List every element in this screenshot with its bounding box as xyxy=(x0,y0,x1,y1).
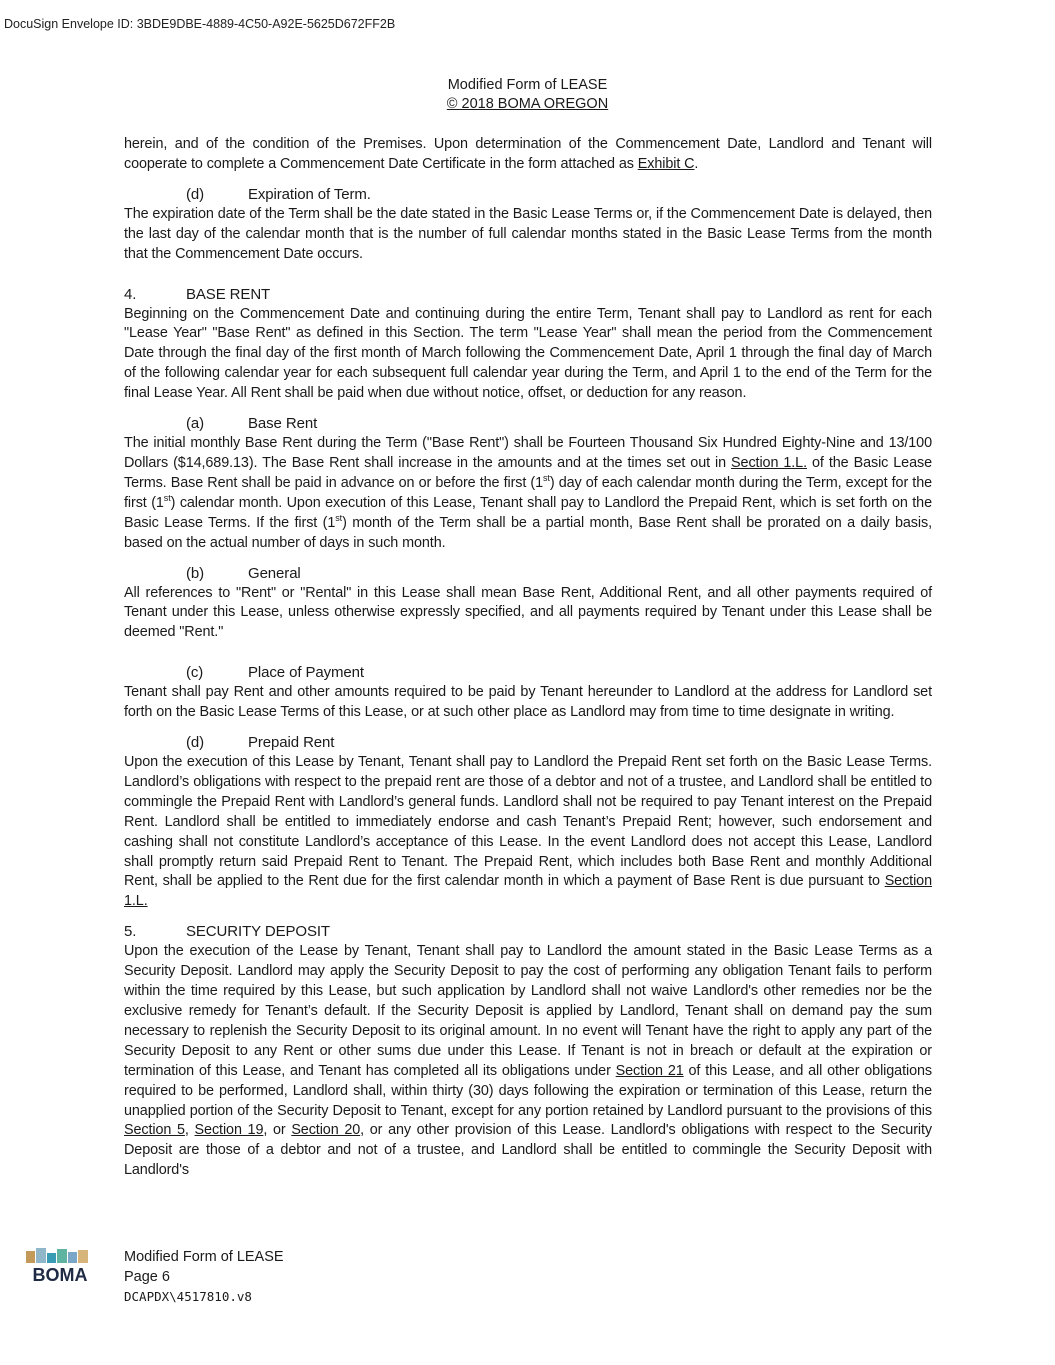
section-4-title: BASE RENT xyxy=(186,285,271,303)
section-4c-heading xyxy=(124,663,932,683)
docusign-envelope-id: DocuSign Envelope ID: 3BDE9DBE-4889-4C50-A92E-5625D672FF2B xyxy=(4,17,396,31)
section-5-number: 5. xyxy=(124,923,137,941)
logo-block xyxy=(36,1248,46,1263)
section-4a-paragraph xyxy=(124,434,932,553)
logo-block xyxy=(78,1250,88,1263)
section-4c-label: (c) xyxy=(186,664,204,682)
page-number: Page 6 xyxy=(124,1269,170,1285)
section-4b-heading xyxy=(124,564,932,584)
section-4b-paragraph: All references to "Rent" or "Rental" in this Lease shall mean Base Rent, Additional Rent, and all other payments required of Tenant under this Lease, unless otherwise expressly specified, and all payments required by Tenant under this Lease shall be deemed "Rent." xyxy=(124,584,932,641)
separator: , or xyxy=(263,1122,292,1139)
boma-logo xyxy=(24,1247,98,1289)
header-copyright: © 2018 BOMA OREGON xyxy=(446,96,609,112)
section-4a-text-5: ) month of the Term shall be a partial month, Base Rent shall be prorated on a daily basis, based on the actual number of days in such month. xyxy=(124,514,932,551)
section-5-link[interactable]: Section 5 xyxy=(124,1122,185,1139)
section-4-heading xyxy=(124,285,932,305)
logo-text: BOMA xyxy=(32,1265,88,1285)
section-5-heading xyxy=(124,922,932,942)
logo-block xyxy=(68,1252,77,1263)
section-4a-text-2: of the Basic Lease Terms. Base Rent shall be paid in advance on or before the first (1 xyxy=(124,454,932,491)
logo-block xyxy=(47,1253,56,1263)
section-1l-link[interactable]: Section 1.L. xyxy=(124,873,932,910)
section-5-text-2: of this Lease, and all other obligations required to be performed, Landlord shall, within thirty (30) days following the expiration or termination of this Lease, return the unapplied portion of the Security Deposit to Tenant, except for any portion retained by Landlord pursuant to the provisions of this xyxy=(124,1062,932,1119)
section-4d-heading xyxy=(124,733,932,753)
section-4c-title: Place of Payment xyxy=(248,664,364,682)
section-19-link[interactable]: Section 19 xyxy=(194,1122,264,1139)
section-4c-paragraph: Tenant shall pay Rent and other amounts required to be paid by Tenant hereunder to Landlord at the address for Landlord set forth on the Basic Lease Terms of this Lease, or at such other place as Landlord may from time to time designate in writing. xyxy=(124,684,932,721)
intro-text: herein, and of the condition of the Premises. Upon determination of the Commencement Date, Landlord and Tenant will cooperate to complete a Commencement Date Certificate in the form attached as xyxy=(124,136,932,172)
section-3d-title: Expiration of Term. xyxy=(248,185,371,203)
section-4d-title: Prepaid Rent xyxy=(248,734,335,752)
section-3d-heading xyxy=(124,185,932,205)
document-body xyxy=(124,135,932,1181)
section-4a-text-3: ) day of each calendar month during the Term, except for the first (1 xyxy=(124,474,932,511)
section-3d-paragraph: The expiration date of the Term shall be the date stated in the Basic Lease Terms or, if the Commencement Date is delayed, then the last day of the calendar month that is the number of full calendar months stated in the Basic Lease Terms from the month that the Commencement Date occurs. xyxy=(124,205,932,262)
intro-end: . xyxy=(694,155,699,172)
section-20-link[interactable]: Section 20 xyxy=(291,1122,361,1139)
logo-block xyxy=(26,1251,35,1263)
section-4d-label: (d) xyxy=(186,734,205,752)
section-1l-link[interactable]: Section 1.L. xyxy=(731,454,807,471)
intro-paragraph xyxy=(124,135,932,175)
section-4d-paragraph xyxy=(124,753,932,912)
ordinal-suffix: st xyxy=(163,492,171,503)
section-3d-label: (d) xyxy=(186,185,205,203)
section-4b-label: (b) xyxy=(186,564,205,582)
section-21-link[interactable]: Section 21 xyxy=(615,1062,684,1079)
section-4a-text-4: ) calendar month. Upon execution of this Lease, Tenant shall pay to Landlord the Prepaid Rent, which is set forth on the Basic Lease Terms. If the first (1 xyxy=(124,494,932,531)
section-5-title: SECURITY DEPOSIT xyxy=(186,923,330,941)
logo-block xyxy=(57,1249,67,1263)
section-4d-text: Upon the execution of this Lease by Tenant, Tenant shall pay to Landlord the Prepaid Rent set forth on the Basic Lease Terms. Landlord’s obligations with respect to the prepaid rent are those of a debtor and not of a trustee, and Landlord shall be entitled to commingle the Prepaid Rent with Landlord’s general funds. Landlord shall not be required to pay Tenant interest on the Prepaid Rent. Landlord shall be entitled to immediately endorse and cash Tenant’s Prepaid Rent; however, such endorsement and cashing shall not constitute Landlord’s acceptance of this Lease. In the event Landlord does not accept this Lease, Landlord shall promptly return said Prepaid Rent to Tenant. The Prepaid Rent, which includes both Base Rent and monthly Additional Rent, shall be applied to the Rent due for the first calendar month in which a payment of Base Rent is due pursuant to xyxy=(124,754,932,890)
section-5-text-3: , or any other provision of this Lease. Landlord's obligations with respect to the Security Deposit are those of a debtor and not of a trustee, and Landlord shall be entitled to commingle the Security Deposit with Landlord's xyxy=(124,1122,932,1179)
ordinal-suffix: st xyxy=(543,473,550,484)
exhibit-c-link[interactable]: Exhibit C xyxy=(637,155,695,172)
section-4a-label: (a) xyxy=(186,415,205,433)
section-4a-text-1: The initial monthly Base Rent during the Term ("Base Rent") shall be Fourteen Thousand Six Hundred Eighty-Nine and 13/100 Dollars ($14,689.13). The Base Rent shall increase in the amounts and at the times set out in xyxy=(124,435,932,471)
section-4-paragraph: Beginning on the Commencement Date and continuing during the entire Term, Tenant shall pay to Landlord as rent for each "Lease Year" "Base Rent" as defined in this Section. The term "Lease Year" shall mean the period from the Commencement Date through the final day of the first month of March following the Commencement Date, April 1 through the final day of March of the following calendar year for each subsequent full calendar year during the Term, and April 1 to the end of the Term for the final Lease Year. All Rent shall be paid when due without notice, offset, or deduction for any reason. xyxy=(124,305,932,402)
section-4a-heading xyxy=(124,414,932,434)
section-5-paragraph xyxy=(124,942,932,1181)
section-4a-title: Base Rent xyxy=(248,415,318,433)
document-id: DCAPDX\4517810.v8 xyxy=(124,1289,252,1304)
section-4-number: 4. xyxy=(124,285,137,303)
footer-title: Modified Form of LEASE xyxy=(124,1249,284,1265)
page-header xyxy=(0,76,1055,114)
ordinal-suffix: st xyxy=(335,512,343,523)
section-4b-title: General xyxy=(248,564,301,582)
separator: , xyxy=(184,1122,195,1139)
page-footer xyxy=(124,1247,284,1307)
header-title: Modified Form of LEASE xyxy=(447,77,608,93)
section-5-text-1: Upon the execution of the Lease by Tenant, Tenant shall pay to Landlord the amount stated in the Basic Lease Terms as a Security Deposit. Landlord may apply the Security Deposit to pay the cost of performing any obligation Tenant fails to perform within the time required by this Lease, but such application by Landlord shall not waive Landlord's other remedies nor be the exclusive remedy for Tenant’s default. If the Security Deposit is applied by Landlord, Tenant shall on demand pay the sum necessary to replenish the Security Deposit to its original amount. In no event will Tenant have the right to apply any part of the Security Deposit to any Rent or other sums due under this Lease. If Tenant is not in breach or default at the expiration or termination of this Lease, and Tenant has completed all its obligations under xyxy=(124,943,932,1079)
